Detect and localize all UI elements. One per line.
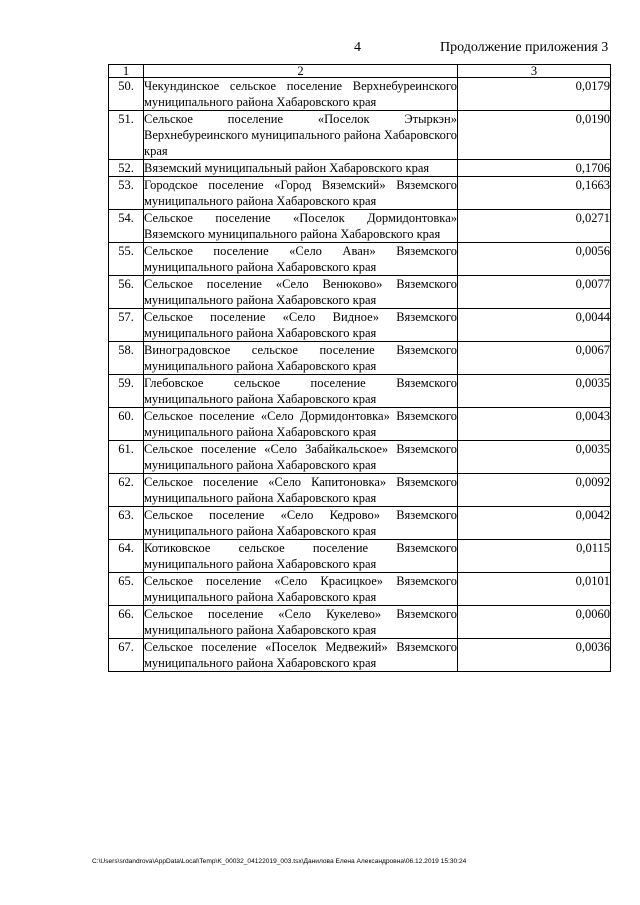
table-body [109, 78, 611, 672]
table-row [109, 639, 611, 672]
municipality-name: Котиковское сельское поселение Вяземского муниципального района Хабаровского края [144, 541, 457, 571]
row-number: 64. [109, 540, 144, 573]
municipality-name: Сельское поселение «Поселок Этыркэн» Верхнебуреинского муниципального района Хабаровского края [144, 112, 457, 158]
row-number: 67. [109, 639, 144, 672]
table-row [109, 276, 611, 309]
table-row [109, 573, 611, 606]
coefficient-value: 0,0044 [458, 309, 611, 342]
municipality-name: Сельское поселение «Село Кедрово» Вяземского муниципального района Хабаровского края [144, 508, 457, 538]
coefficient-value: 0,0190 [458, 111, 611, 160]
table-row [109, 309, 611, 342]
row-number: 60. [109, 408, 144, 441]
coefficient-value: 0,1706 [458, 160, 611, 177]
table-row [109, 441, 611, 474]
row-number: 52. [109, 160, 144, 177]
coefficient-value: 0,1663 [458, 177, 611, 210]
municipality-name: Сельское поселение «Село Капитоновка» Вяземского муниципального района Хабаровского края [144, 475, 457, 505]
coefficient-value: 0,0101 [458, 573, 611, 606]
municipality-name: Вяземский муниципальный район Хабаровского края [144, 160, 458, 177]
table-row [109, 606, 611, 639]
table-row [109, 342, 611, 375]
table-row [109, 78, 611, 111]
row-number: 59. [109, 375, 144, 408]
row-number: 63. [109, 507, 144, 540]
coefficient-value: 0,0056 [458, 243, 611, 276]
table-row [109, 408, 611, 441]
table-row [109, 111, 611, 160]
municipality-name: Сельское поселение «Село Забайкальское» Вяземского муниципального района Хабаровского края [144, 442, 457, 472]
municipality-name: Сельское поселение «Село Видное» Вяземского муниципального района Хабаровского края [144, 310, 457, 340]
row-number: 61. [109, 441, 144, 474]
municipality-name: Сельское поселение «Село Венюково» Вяземского муниципального района Хабаровского края [144, 277, 457, 307]
coefficient-value: 0,0042 [458, 507, 611, 540]
coefficient-value: 0,0035 [458, 375, 611, 408]
table-row [109, 507, 611, 540]
table-row [109, 474, 611, 507]
row-number: 57. [109, 309, 144, 342]
row-number: 62. [109, 474, 144, 507]
coefficient-value: 0,0115 [458, 540, 611, 573]
column-header-number: 1 [109, 65, 144, 78]
municipality-name: Сельское поселение «Село Красицкое» Вяземского муниципального района Хабаровского края [144, 574, 457, 604]
row-number: 55. [109, 243, 144, 276]
column-header-value: 3 [458, 65, 611, 78]
table-row [109, 375, 611, 408]
page-number: 4 [354, 40, 361, 55]
table-row [109, 243, 611, 276]
coefficient-value: 0,0035 [458, 441, 611, 474]
column-header-name: 2 [144, 65, 458, 78]
municipality-name: Сельское поселение «Село Кукелево» Вяземского муниципального района Хабаровского края [144, 607, 457, 637]
municipality-name: Виноградовское сельское поселение Вяземского муниципального района Хабаровского края [144, 343, 457, 373]
row-number: 66. [109, 606, 144, 639]
row-number: 50. [109, 78, 144, 111]
coefficient-value: 0,0092 [458, 474, 611, 507]
municipality-name: Сельское поселение «Поселок Медвежий» Вяземского муниципального района Хабаровского края [144, 640, 457, 670]
coefficient-value: 0,0179 [458, 78, 611, 111]
row-number: 53. [109, 177, 144, 210]
table-row [109, 160, 611, 177]
municipal-coefficients-table [108, 64, 611, 672]
row-number: 54. [109, 210, 144, 243]
coefficient-value: 0,0067 [458, 342, 611, 375]
coefficient-value: 0,0043 [458, 408, 611, 441]
row-number: 58. [109, 342, 144, 375]
municipality-name: Городское поселение «Город Вяземский» Вяземского муниципального района Хабаровского края [144, 178, 457, 208]
coefficient-value: 0,0036 [458, 639, 611, 672]
row-number: 56. [109, 276, 144, 309]
appendix-continuation-note: Продолжение приложения 3 [440, 40, 609, 55]
municipality-name: Чекундинское сельское поселение Верхнебуреинского муниципального района Хабаровского края [144, 79, 457, 109]
municipality-name: Сельское поселение «Село Аван» Вяземского муниципального района Хабаровского края [144, 244, 457, 274]
file-path-footer: C:\Users\srdandrova\AppData\Local\Temp\K_00032_04122019_003.tsx\Данилова Елена Александровна\06.12.2019 15:30:24 [92, 858, 467, 865]
table-row [109, 210, 611, 243]
table-row [109, 540, 611, 573]
municipality-name: Сельское поселение «Поселок Дормидонтовка» Вяземского муниципального района Хабаровского края [144, 211, 457, 241]
row-number: 51. [109, 111, 144, 160]
coefficient-value: 0,0060 [458, 606, 611, 639]
row-number: 65. [109, 573, 144, 606]
table-header-row [109, 65, 611, 78]
coefficient-value: 0,0271 [458, 210, 611, 243]
municipality-name: Глебовское сельское поселение Вяземского муниципального района Хабаровского края [144, 376, 457, 406]
coefficient-value: 0,0077 [458, 276, 611, 309]
table-row [109, 177, 611, 210]
municipality-name: Сельское поселение «Село Дормидонтовка» Вяземского муниципального района Хабаровского края [144, 409, 457, 439]
